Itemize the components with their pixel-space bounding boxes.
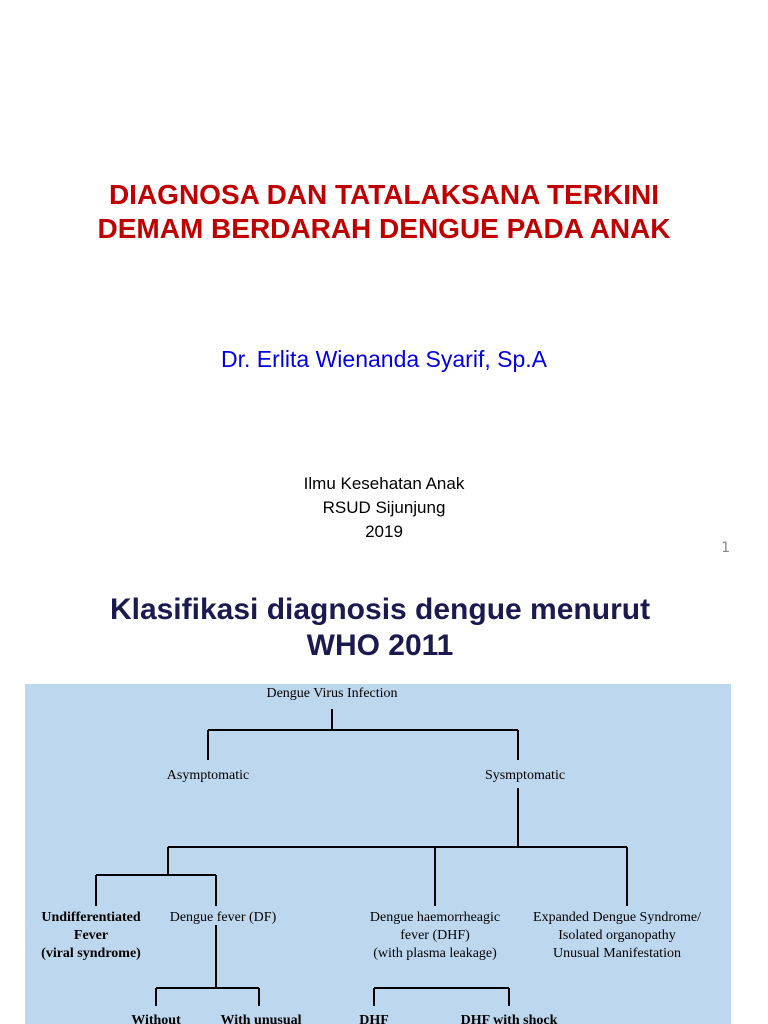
author-name: Dr. Erlita Wienanda Syarif, Sp.A — [221, 346, 547, 372]
node-undifferentiated-fever — [31, 909, 151, 963]
title-line-2: DEMAM BERDARAH DENGUE PADA ANAK — [97, 213, 671, 244]
title-line-1: DIAGNOSA DAN TATALAKSANA TERKINI — [108, 179, 660, 210]
slide-title — [0, 178, 768, 246]
affiliation-department: Ilmu Kesehatan Anak — [303, 474, 465, 493]
dhf-line-2: fever (DHF) — [400, 928, 470, 943]
undiff-line-3: (viral syndrome) — [41, 946, 141, 961]
slide-2-title — [0, 592, 760, 664]
undiff-line-1: Undifferentiated — [41, 910, 141, 925]
slide-2-title-line-1: Klasifikasi diagnosis dengue menurut — [109, 593, 651, 626]
affiliation-hospital: RSUD Sijunjung — [322, 498, 446, 517]
diagram-connectors — [25, 684, 731, 1024]
undiff-line-2: Fever — [73, 928, 109, 943]
classification-diagram — [25, 684, 731, 1024]
node-symptomatic: Sysmptomatic — [484, 768, 566, 783]
dhf-line-3: (with plasma leakage) — [373, 946, 497, 961]
slide-2 — [0, 562, 768, 1024]
node-dengue-fever: Dengue fever (DF) — [169, 910, 277, 925]
node-dhf-with-shock: DHF with shock — [460, 1013, 558, 1024]
dhf-line-1: Dengue haemorrheagic — [369, 910, 501, 925]
node-dhf — [325, 909, 545, 963]
slide-2-title-line-2: WHO 2011 — [306, 629, 454, 662]
node-df-without: Without — [131, 1013, 181, 1024]
affiliation-year: 2019 — [365, 522, 403, 541]
node-expanded-dengue-syndrome — [517, 909, 717, 963]
node-dhf-child: DHF — [359, 1013, 389, 1024]
node-df-with-unusual: With unusual — [220, 1013, 302, 1024]
node-dengue-virus-infection: Dengue Virus Infection — [266, 686, 398, 701]
affiliation — [0, 472, 768, 544]
node-asymptomatic: Asymptomatic — [166, 768, 250, 783]
page-number: 1 — [721, 540, 730, 556]
eds-line-2: Isolated organopathy — [558, 928, 676, 943]
eds-line-1: Expanded Dengue Syndrome/ — [533, 910, 701, 925]
eds-line-3: Unusual Manifestation — [553, 946, 681, 961]
